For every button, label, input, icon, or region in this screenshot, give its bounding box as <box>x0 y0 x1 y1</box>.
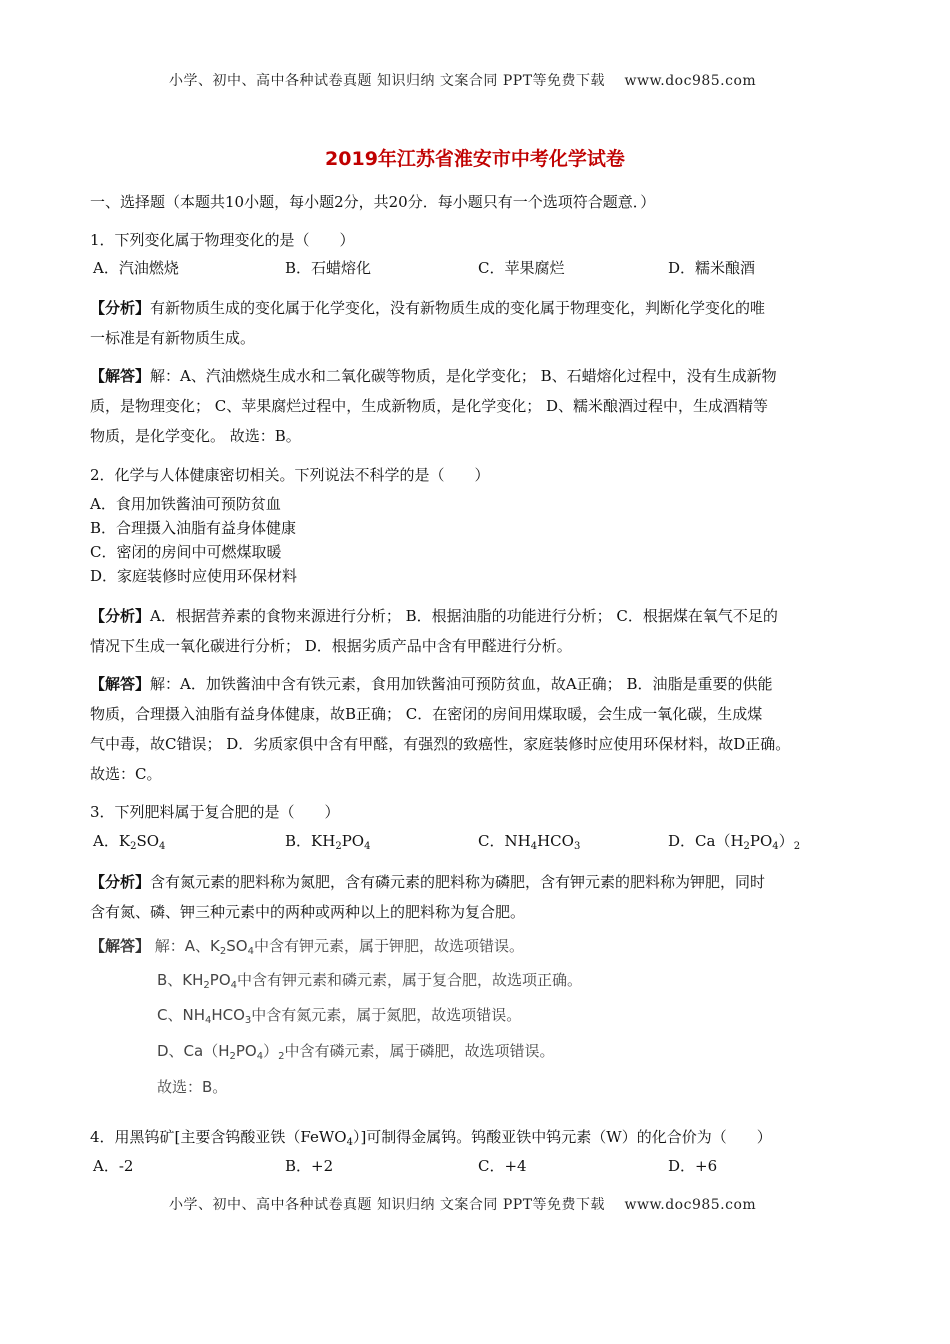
q1-answer-line-3: 物质，是化学变化。 故选：B。 <box>90 427 301 445</box>
q2-analysis-line-1 <box>90 606 778 626</box>
q3-analysis-line-2: 含有氮、磷、钾三种元素中的两种或两种以上的肥料称为复合肥。 <box>90 903 526 921</box>
q3-option-b: B．$KH_2PO_4$ <box>285 832 371 852</box>
q2-option-a: A．食用加铁酱油可预防贫血 <box>90 495 281 513</box>
q2-option-d: D．家庭装修时应使用环保材料 <box>90 567 298 585</box>
q2-answer-text: 解：A．加铁酱油中含有铁元素，食用加铁酱油可预防贫血，故A正确； B．油脂是重要的供能 <box>150 675 773 693</box>
q1-analysis-line-2: 一标准是有新物质生成。 <box>90 329 256 347</box>
q3-stem: 3．下列肥料属于复合肥的是（ ） <box>90 803 340 821</box>
q3-option-a: A．$K_2SO_4$ <box>93 832 166 852</box>
q3-analysis-text: 含有氮元素的肥料称为氮肥，含有磷元素的肥料称为磷肥，含有钾元素的肥料称为钾肥，同时 <box>150 873 766 891</box>
page-footer: 小学、初中、高中各种试卷真题 知识归纳 文案合同 PPT等免费下载 www.doc985.com <box>169 1197 757 1213</box>
q3-option-c: C．$NH_4HCO_3$ <box>478 832 581 852</box>
q4-option-d: D．+6 <box>668 1157 718 1175</box>
q3-answer-conclusion: 故选：B。 <box>157 1078 228 1096</box>
q1-option-c: C．苹果腐烂 <box>478 259 565 277</box>
q2-answer-line-4: 故选：C。 <box>90 765 162 783</box>
q1-stem: 1．下列变化属于物理变化的是（ ） <box>90 231 355 249</box>
q1-answer-line-1 <box>90 366 777 386</box>
q4-option-c: C．+4 <box>478 1157 527 1175</box>
q2-answer-line-3: 气中毒，故C错误； D．劣质家俱中含有甲醛，有强烈的致癌性，家庭装修时应使用环保材料，故D正确。 <box>90 735 791 753</box>
q4-option-b: B．+2 <box>285 1157 334 1175</box>
q3-option-d: D．$Ca(H_2PO_4)_2$ <box>668 832 801 852</box>
q1-option-d: D．糯米酿酒 <box>668 259 756 277</box>
q3-answer-line-c: C、$NH_4HCO_3$中含有氮元素，属于氮肥，故选项错误。 <box>157 1006 522 1026</box>
q2-analysis-line-2: 情况下生成一氧化碳进行分析； D．根据劣质产品中含有甲醛进行分析。 <box>90 637 572 655</box>
q1-answer-line-2: 质，是物理变化； C、苹果腐烂过程中，生成新物质，是化学变化； D、糯米酿酒过程中，生成酒精等 <box>90 397 769 415</box>
q2-answer-line-2: 物质，合理摄入油脂有益身体健康，故B正确； C．在密闭的房间用煤取暖，会生成一氧化碳，生成煤 <box>90 705 763 723</box>
q2-option-b: B．合理摄入油脂有益身体健康 <box>90 519 297 537</box>
q1-option-b: B．石蜡熔化 <box>285 259 372 277</box>
q4-option-a: A．-2 <box>93 1157 134 1175</box>
q1-analysis-text: 有新物质生成的变化属于化学变化，没有新物质生成的变化属于物理变化，判断化学变化的唯 <box>150 299 766 317</box>
q1-analysis-line-1 <box>90 298 765 318</box>
analysis-tag: 【分析】 <box>90 873 151 891</box>
analysis-tag: 【分析】 <box>90 299 151 317</box>
page-header: 小学、初中、高中各种试卷真题 知识归纳 文案合同 PPT等免费下载 www.doc985.com <box>169 73 757 89</box>
q2-option-c: C．密闭的房间中可燃煤取暖 <box>90 543 282 561</box>
q1-answer-text: 解：A、汽油燃烧生成水和二氧化碳等物质，是化学变化； B、石蜡熔化过程中，没有生成新物 <box>150 367 777 385</box>
q2-analysis-text: A．根据营养素的食物来源进行分析； B．根据油脂的功能进行分析； C．根据煤在氧气不足的 <box>150 607 778 625</box>
q3-analysis-line-1 <box>90 872 765 892</box>
analysis-tag: 【分析】 <box>90 607 151 625</box>
answer-tag: 【解答】 <box>90 675 151 693</box>
q3-answer-line-b: B、$KH_2PO_4$中含有钾元素和磷元素，属于复合肥，故选项正确。 <box>157 971 583 991</box>
answer-tag: 【解答】 <box>90 937 151 955</box>
q3-answer-line-d: D、$Ca(H_2PO_4)_2$中含有磷元素，属于磷肥，故选项错误。 <box>157 1042 555 1062</box>
answer-tag: 【解答】 <box>90 367 151 385</box>
q3-answer-line-a: 【解答】 解：A、$K_2SO_4$中含有钾元素，属于钾肥，故选项错误。 <box>90 937 524 957</box>
q2-answer-line-1 <box>90 674 772 694</box>
q4-stem: 4．用黑钨矿[主要含钨酸亚铁（FeWO$_4$）]可制得金属钨。钨酸亚铁中钨元素（W）的化合价为（ ） <box>90 1128 772 1148</box>
section-heading: 一、选择题（本题共10小题，每小题2分，共20分．每小题只有一个选项符合题意．） <box>90 193 656 211</box>
exam-title: 2019年江苏省淮安市中考化学试卷 <box>325 148 625 170</box>
q1-option-a: A．汽油燃烧 <box>93 259 179 277</box>
q2-stem: 2．化学与人体健康密切相关。下列说法不科学的是（ ） <box>90 466 490 484</box>
